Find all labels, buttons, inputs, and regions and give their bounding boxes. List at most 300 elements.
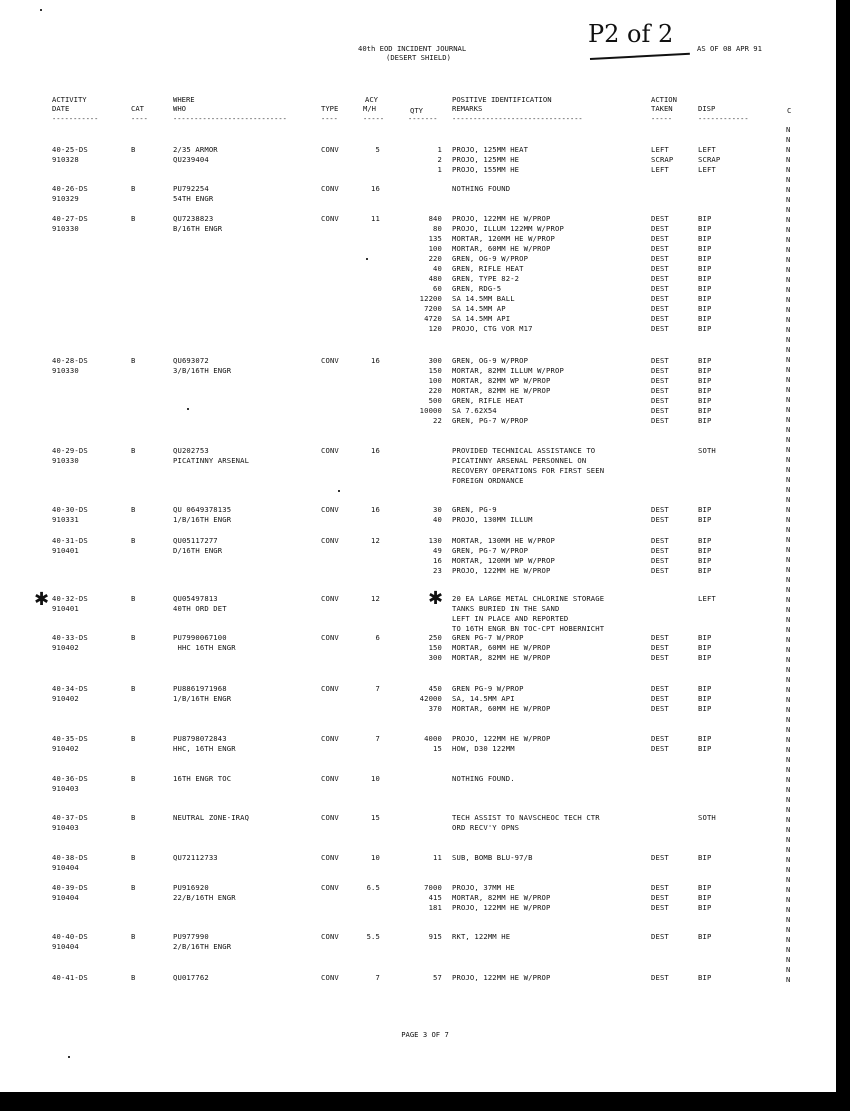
item-description: NOTHING FOUND. xyxy=(452,774,515,783)
man-hours: 15 xyxy=(371,813,380,822)
unit-who: 22/B/16TH ENGR xyxy=(173,893,236,902)
scan-speck xyxy=(366,258,368,260)
unit-who: 1/B/16TH ENGR xyxy=(173,515,232,524)
item-qty: 49 xyxy=(433,546,442,555)
header-underline: ----------- xyxy=(52,115,99,123)
item-description: MORTAR, 130MM HE W/PROP xyxy=(452,536,555,545)
location-where: QU05497813 xyxy=(173,594,218,603)
item-action: DEST xyxy=(651,536,669,545)
item-disposition: LEFT xyxy=(698,165,716,174)
item-disposition: BIP xyxy=(698,274,712,283)
category: B xyxy=(131,973,136,982)
item-qty: 150 xyxy=(428,366,442,375)
item-action: DEST xyxy=(651,566,669,575)
item-description: SA 14.5MM API xyxy=(452,314,511,323)
item-disposition: LEFT xyxy=(698,145,716,154)
location-where: PU8798072843 xyxy=(173,734,227,743)
item-action: DEST xyxy=(651,304,669,313)
category: B xyxy=(131,214,136,223)
location-where: PU916920 xyxy=(173,883,209,892)
item-qty: 130 xyxy=(428,536,442,545)
item-disposition: BIP xyxy=(698,264,712,273)
item-description: MORTAR, 82MM HE W/PROP xyxy=(452,653,551,662)
item-disposition: BIP xyxy=(698,416,712,425)
item-disposition: SOTH xyxy=(698,446,716,455)
item-disposition: BIP xyxy=(698,214,712,223)
man-hours: 10 xyxy=(371,774,380,783)
item-action: DEST xyxy=(651,515,669,524)
unit-who: D/16TH ENGR xyxy=(173,546,223,555)
item-action: DEST xyxy=(651,254,669,263)
ordnance-type: CONV xyxy=(321,594,339,603)
activity-id: 40-34-DS xyxy=(52,684,88,693)
as-of-date: AS OF 08 APR 91 xyxy=(697,44,762,53)
item-action: DEST xyxy=(651,274,669,283)
item-description: LEFT IN PLACE AND REPORTED xyxy=(452,614,569,623)
item-qty: 7000 xyxy=(424,883,442,892)
item-action: DEST xyxy=(651,376,669,385)
location-where: 16TH ENGR TOC xyxy=(173,774,232,783)
ordnance-type: CONV xyxy=(321,446,339,455)
item-qty: 40 xyxy=(433,264,442,273)
location-where: QU017762 xyxy=(173,973,209,982)
item-disposition: BIP xyxy=(698,376,712,385)
item-action: DEST xyxy=(651,546,669,555)
item-description: MORTAR, 120MM HE W/PROP xyxy=(452,234,555,243)
header-underline: ---- xyxy=(131,115,148,123)
activity-id: 40-35-DS xyxy=(52,734,88,743)
header-remarks: REMARKS xyxy=(452,104,483,113)
unit-who: 3/B/16TH ENGR xyxy=(173,366,232,375)
category: B xyxy=(131,145,136,154)
item-qty: 100 xyxy=(428,244,442,253)
unit-who: B/16TH ENGR xyxy=(173,224,223,233)
item-qty: 16 xyxy=(433,556,442,565)
item-description: GREN, RDG-5 xyxy=(452,284,502,293)
header-underline: ------------------------------- xyxy=(452,115,583,123)
man-hours: 16 xyxy=(371,446,380,455)
activity-date: 910402 xyxy=(52,643,79,652)
location-where: QU202753 xyxy=(173,446,209,455)
category: B xyxy=(131,446,136,455)
ordnance-type: CONV xyxy=(321,883,339,892)
activity-id: 40-41-DS xyxy=(52,973,88,982)
item-description: GREN, TYPE 82-2 xyxy=(452,274,520,283)
item-disposition: BIP xyxy=(698,505,712,514)
man-hours: 7 xyxy=(375,734,380,743)
header-underline: ------------ xyxy=(698,115,749,123)
activity-id: 40-31-DS xyxy=(52,536,88,545)
category: B xyxy=(131,883,136,892)
activity-id: 40-26-DS xyxy=(52,184,88,193)
man-hours: 5 xyxy=(375,145,380,154)
item-description: MORTAR, 82MM ILLUM W/PROP xyxy=(452,366,564,375)
item-disposition: BIP xyxy=(698,244,712,253)
item-action: DEST xyxy=(651,324,669,333)
scan-speck xyxy=(338,490,340,492)
item-action: DEST xyxy=(651,356,669,365)
item-qty: 11 xyxy=(433,853,442,862)
header-underline: ----- xyxy=(363,115,385,123)
activity-id: 40-36-DS xyxy=(52,774,88,783)
item-description: PROJO, ILLUM 122MM W/PROP xyxy=(452,224,564,233)
ordnance-type: CONV xyxy=(321,356,339,365)
unit-who: PICATINNY ARSENAL xyxy=(173,456,250,465)
location-where: QU7238823 xyxy=(173,214,214,223)
item-action: LEFT xyxy=(651,165,669,174)
activity-id: 40-30-DS xyxy=(52,505,88,514)
item-description: MORTAR, 82MM WP W/PROP xyxy=(452,376,551,385)
item-description: GREN, RIFLE HEAT xyxy=(452,396,524,405)
item-qty: 915 xyxy=(428,932,442,941)
item-qty: 450 xyxy=(428,684,442,693)
item-action: DEST xyxy=(651,734,669,743)
item-qty: 500 xyxy=(428,396,442,405)
item-qty: 7200 xyxy=(424,304,442,313)
item-disposition: BIP xyxy=(698,633,712,642)
category: B xyxy=(131,684,136,693)
item-qty: 40 xyxy=(433,515,442,524)
item-description: HOW, D30 122MM xyxy=(452,744,515,753)
item-description: GREN, PG-7 W/PROP xyxy=(452,416,529,425)
item-description: NOTHING FOUND xyxy=(452,184,511,193)
item-action: DEST xyxy=(651,684,669,693)
activity-date: 910329 xyxy=(52,194,79,203)
unit-who: 2/B/16TH ENGR xyxy=(173,942,232,951)
item-qty: 57 xyxy=(433,973,442,982)
item-qty: 150 xyxy=(428,643,442,652)
item-description: SA 14.5MM BALL xyxy=(452,294,515,303)
item-description: GREN, PG-7 W/PROP xyxy=(452,546,529,555)
ordnance-type: CONV xyxy=(321,184,339,193)
item-qty: 250 xyxy=(428,633,442,642)
item-description: TO 16TH ENGR BN TOC-CPT HOBERNICHT xyxy=(452,624,605,633)
item-qty: 4000 xyxy=(424,734,442,743)
item-disposition: LEFT xyxy=(698,594,716,603)
man-hours: 12 xyxy=(371,594,380,603)
ordnance-type: CONV xyxy=(321,734,339,743)
ordnance-type: CONV xyxy=(321,813,339,822)
item-qty: 1 xyxy=(437,165,442,174)
item-disposition: BIP xyxy=(698,294,712,303)
item-disposition: BIP xyxy=(698,704,712,713)
activity-date: 910330 xyxy=(52,456,79,465)
ordnance-type: CONV xyxy=(321,145,339,154)
item-action: DEST xyxy=(651,224,669,233)
asterisk-mark-icon: ✱ xyxy=(34,589,50,610)
scan-border-bottom xyxy=(0,1092,850,1111)
item-description: MORTAR, 82MM HE W/PROP xyxy=(452,893,551,902)
item-description: PROJO, 130MM ILLUM xyxy=(452,515,533,524)
activity-id: 40-27-DS xyxy=(52,214,88,223)
header-underline: ------- xyxy=(408,115,438,123)
item-qty: 42000 xyxy=(419,694,442,703)
ordnance-type: CONV xyxy=(321,633,339,642)
item-qty: 1 xyxy=(437,145,442,154)
item-action: DEST xyxy=(651,264,669,273)
man-hours: 11 xyxy=(371,214,380,223)
unit-who: HHC, 16TH ENGR xyxy=(173,744,236,753)
right-margin-letters: N N N N N N N N N N N N N N N N N N N N N N N N N N N N N N N N N N N N N N N N N N N N N N N N N N N N N N N N N N N N N N N N N N N N N N N N N N N N N N N N N N N N N N xyxy=(786,125,791,984)
item-disposition: BIP xyxy=(698,566,712,575)
activity-date: 910401 xyxy=(52,604,79,613)
ordnance-type: CONV xyxy=(321,684,339,693)
location-where: 2/35 ARMOR xyxy=(173,145,218,154)
item-description: GREN PG-7 W/PROP xyxy=(452,633,524,642)
category: B xyxy=(131,853,136,862)
activity-date: 910403 xyxy=(52,823,79,832)
item-qty: 2 xyxy=(437,155,442,164)
item-action: DEST xyxy=(651,903,669,912)
item-disposition: BIP xyxy=(698,234,712,243)
item-description: MORTAR, 60MM HE W/PROP xyxy=(452,244,551,253)
item-qty: 220 xyxy=(428,254,442,263)
item-disposition: BIP xyxy=(698,304,712,313)
item-description: PROJO, 155MM HE xyxy=(452,165,520,174)
activity-id: 40-32-DS xyxy=(52,594,88,603)
category: B xyxy=(131,505,136,514)
man-hours: 16 xyxy=(371,356,380,365)
activity-date: 910331 xyxy=(52,515,79,524)
ordnance-type: CONV xyxy=(321,774,339,783)
activity-date: 910404 xyxy=(52,942,79,951)
item-qty: 300 xyxy=(428,653,442,662)
item-action: DEST xyxy=(651,244,669,253)
header-positive-id: POSITIVE IDENTIFICATION xyxy=(452,95,552,104)
handwritten-underline xyxy=(590,53,690,60)
category: B xyxy=(131,356,136,365)
activity-date: 910404 xyxy=(52,893,79,902)
activity-date: 910401 xyxy=(52,546,79,555)
item-action: DEST xyxy=(651,366,669,375)
item-action: DEST xyxy=(651,633,669,642)
item-action: DEST xyxy=(651,556,669,565)
header-where: WHERE xyxy=(173,95,195,104)
item-action: DEST xyxy=(651,386,669,395)
ordnance-type: CONV xyxy=(321,214,339,223)
item-disposition: BIP xyxy=(698,932,712,941)
activity-id: 40-37-DS xyxy=(52,813,88,822)
location-where: PU7990067100 xyxy=(173,633,227,642)
item-disposition: BIP xyxy=(698,356,712,365)
header-type: TYPE xyxy=(321,104,339,113)
activity-id: 40-28-DS xyxy=(52,356,88,365)
header-activity: ACTIVITY xyxy=(52,95,87,104)
page-footer: PAGE 3 OF 7 xyxy=(401,1030,449,1039)
item-disposition: BIP xyxy=(698,396,712,405)
unit-who: QU239404 xyxy=(173,155,209,164)
category: B xyxy=(131,594,136,603)
item-disposition: BIP xyxy=(698,883,712,892)
category: B xyxy=(131,932,136,941)
category: B xyxy=(131,734,136,743)
item-action: DEST xyxy=(651,883,669,892)
item-description: PROJO, 122MM HE W/PROP xyxy=(452,214,551,223)
ordnance-type: CONV xyxy=(321,853,339,862)
item-description: GREN, OG-9 W/PROP xyxy=(452,254,529,263)
item-description: PICATINNY ARSENAL PERSONNEL ON xyxy=(452,456,587,465)
item-description: MORTAR, 60MM HE W/PROP xyxy=(452,643,551,652)
item-description: SA 14.5MM AP xyxy=(452,304,506,313)
item-description: GREN PG-9 W/PROP xyxy=(452,684,524,693)
activity-id: 40-29-DS xyxy=(52,446,88,455)
man-hours: 12 xyxy=(371,536,380,545)
item-description: PROJO, 37MM HE xyxy=(452,883,515,892)
item-action: SCRAP xyxy=(651,155,674,164)
item-disposition: BIP xyxy=(698,224,712,233)
item-action: DEST xyxy=(651,214,669,223)
item-disposition: BIP xyxy=(698,284,712,293)
item-disposition: BIP xyxy=(698,653,712,662)
man-hours: 6 xyxy=(375,633,380,642)
activity-date: 910330 xyxy=(52,366,79,375)
item-action: DEST xyxy=(651,294,669,303)
item-qty: 4720 xyxy=(424,314,442,323)
ordnance-type: CONV xyxy=(321,536,339,545)
activity-date: 910404 xyxy=(52,863,79,872)
header-underline: ---- xyxy=(321,115,338,123)
location-where: NEUTRAL ZONE-IRAQ xyxy=(173,813,250,822)
item-disposition: BIP xyxy=(698,556,712,565)
ordnance-type: CONV xyxy=(321,932,339,941)
activity-date: 910403 xyxy=(52,784,79,793)
item-qty: 23 xyxy=(433,566,442,575)
item-qty: 22 xyxy=(433,416,442,425)
header-disp: DISP xyxy=(698,104,716,113)
ordnance-type: CONV xyxy=(321,973,339,982)
item-action: DEST xyxy=(651,704,669,713)
item-disposition: BIP xyxy=(698,515,712,524)
ordnance-type: CONV xyxy=(321,505,339,514)
item-action: DEST xyxy=(651,396,669,405)
item-disposition: SCRAP xyxy=(698,155,721,164)
item-disposition: BIP xyxy=(698,324,712,333)
location-where: PU977990 xyxy=(173,932,209,941)
header-date: DATE xyxy=(52,104,70,113)
journal-title: 40th EOD INCIDENT JOURNAL xyxy=(358,44,467,53)
header-cat: CAT xyxy=(131,104,144,113)
item-action: DEST xyxy=(651,653,669,662)
item-qty: 840 xyxy=(428,214,442,223)
activity-id: 40-40-DS xyxy=(52,932,88,941)
man-hours: 16 xyxy=(371,505,380,514)
header-underline: ----- xyxy=(651,115,673,123)
man-hours: 10 xyxy=(371,853,380,862)
item-description: PROJO, 122MM HE W/PROP xyxy=(452,903,551,912)
item-disposition: BIP xyxy=(698,744,712,753)
unit-who: 54TH ENGR xyxy=(173,194,214,203)
item-disposition: BIP xyxy=(698,536,712,545)
item-description: 20 EA LARGE METAL CHLORINE STORAGE xyxy=(452,594,605,603)
item-disposition: BIP xyxy=(698,366,712,375)
item-disposition: BIP xyxy=(698,734,712,743)
item-action: DEST xyxy=(651,314,669,323)
location-where: PU792254 xyxy=(173,184,209,193)
header-taken: TAKEN xyxy=(651,104,673,113)
header-qty: QTY xyxy=(410,106,423,115)
location-where: QU693072 xyxy=(173,356,209,365)
item-action: DEST xyxy=(651,505,669,514)
item-description: SA 7.62X54 xyxy=(452,406,497,415)
item-qty: 300 xyxy=(428,356,442,365)
activity-date: 910402 xyxy=(52,744,79,753)
scan-speck xyxy=(40,9,42,11)
item-disposition: BIP xyxy=(698,254,712,263)
item-qty: 12200 xyxy=(419,294,442,303)
category: B xyxy=(131,184,136,193)
item-action: DEST xyxy=(651,853,669,862)
item-qty: 30 xyxy=(433,505,442,514)
item-action: DEST xyxy=(651,284,669,293)
item-description: PROJO, 125MM HE xyxy=(452,155,520,164)
item-qty: 181 xyxy=(428,903,442,912)
item-qty: 60 xyxy=(433,284,442,293)
unit-who: 40TH ORD DET xyxy=(173,604,227,613)
activity-id: 40-25-DS xyxy=(52,145,88,154)
item-description: MORTAR, 82MM HE W/PROP xyxy=(452,386,551,395)
item-description: GREN, PG-9 xyxy=(452,505,497,514)
item-action: DEST xyxy=(651,932,669,941)
activity-id: 40-38-DS xyxy=(52,853,88,862)
item-qty: 220 xyxy=(428,386,442,395)
item-description: TECH ASSIST TO NAVSCHEOC TECH CTR xyxy=(452,813,600,822)
item-qty: 10000 xyxy=(419,406,442,415)
item-qty: 120 xyxy=(428,324,442,333)
item-disposition: BIP xyxy=(698,643,712,652)
item-description: PROJO, 122MM HE W/PROP xyxy=(452,973,551,982)
man-hours: 7 xyxy=(375,684,380,693)
item-description: GREN, OG-9 W/PROP xyxy=(452,356,529,365)
item-action: LEFT xyxy=(651,145,669,154)
man-hours: 16 xyxy=(371,184,380,193)
activity-date: 910328 xyxy=(52,155,79,164)
item-disposition: BIP xyxy=(698,973,712,982)
item-description: PROVIDED TECHNICAL ASSISTANCE TO xyxy=(452,446,596,455)
item-description: PROJO, 122MM HE W/PROP xyxy=(452,566,551,575)
item-qty: 100 xyxy=(428,376,442,385)
scan-border-right xyxy=(836,0,850,1111)
man-hours: 7 xyxy=(375,973,380,982)
activity-id: 40-33-DS xyxy=(52,633,88,642)
header-mh: M/H xyxy=(363,104,376,113)
item-description: SA, 14.5MM API xyxy=(452,694,515,703)
item-disposition: BIP xyxy=(698,386,712,395)
location-where: QU 0649378135 xyxy=(173,505,232,514)
man-hours: 5.5 xyxy=(366,932,380,941)
item-description: GREN, RIFLE HEAT xyxy=(452,264,524,273)
item-disposition: SOTH xyxy=(698,813,716,822)
item-disposition: BIP xyxy=(698,314,712,323)
handwritten-page-note: P2 of 2 xyxy=(588,20,674,48)
item-disposition: BIP xyxy=(698,546,712,555)
item-description: TANKS BURIED IN THE SAND xyxy=(452,604,560,613)
item-description: MORTAR, 120MM WP W/PROP xyxy=(452,556,555,565)
unit-who: 1/B/16TH ENGR xyxy=(173,694,232,703)
item-disposition: BIP xyxy=(698,406,712,415)
location-where: QU72112733 xyxy=(173,853,218,862)
man-hours: 6.5 xyxy=(366,883,380,892)
activity-date: 910330 xyxy=(52,224,79,233)
item-qty: 80 xyxy=(433,224,442,233)
category: B xyxy=(131,813,136,822)
item-action: DEST xyxy=(651,234,669,243)
item-action: DEST xyxy=(651,406,669,415)
activity-date: 910402 xyxy=(52,694,79,703)
header-underline: --------------------------- xyxy=(173,115,287,123)
item-qty: 135 xyxy=(428,234,442,243)
header-who: WHO xyxy=(173,104,186,113)
right-edge-letter: C xyxy=(787,106,792,115)
